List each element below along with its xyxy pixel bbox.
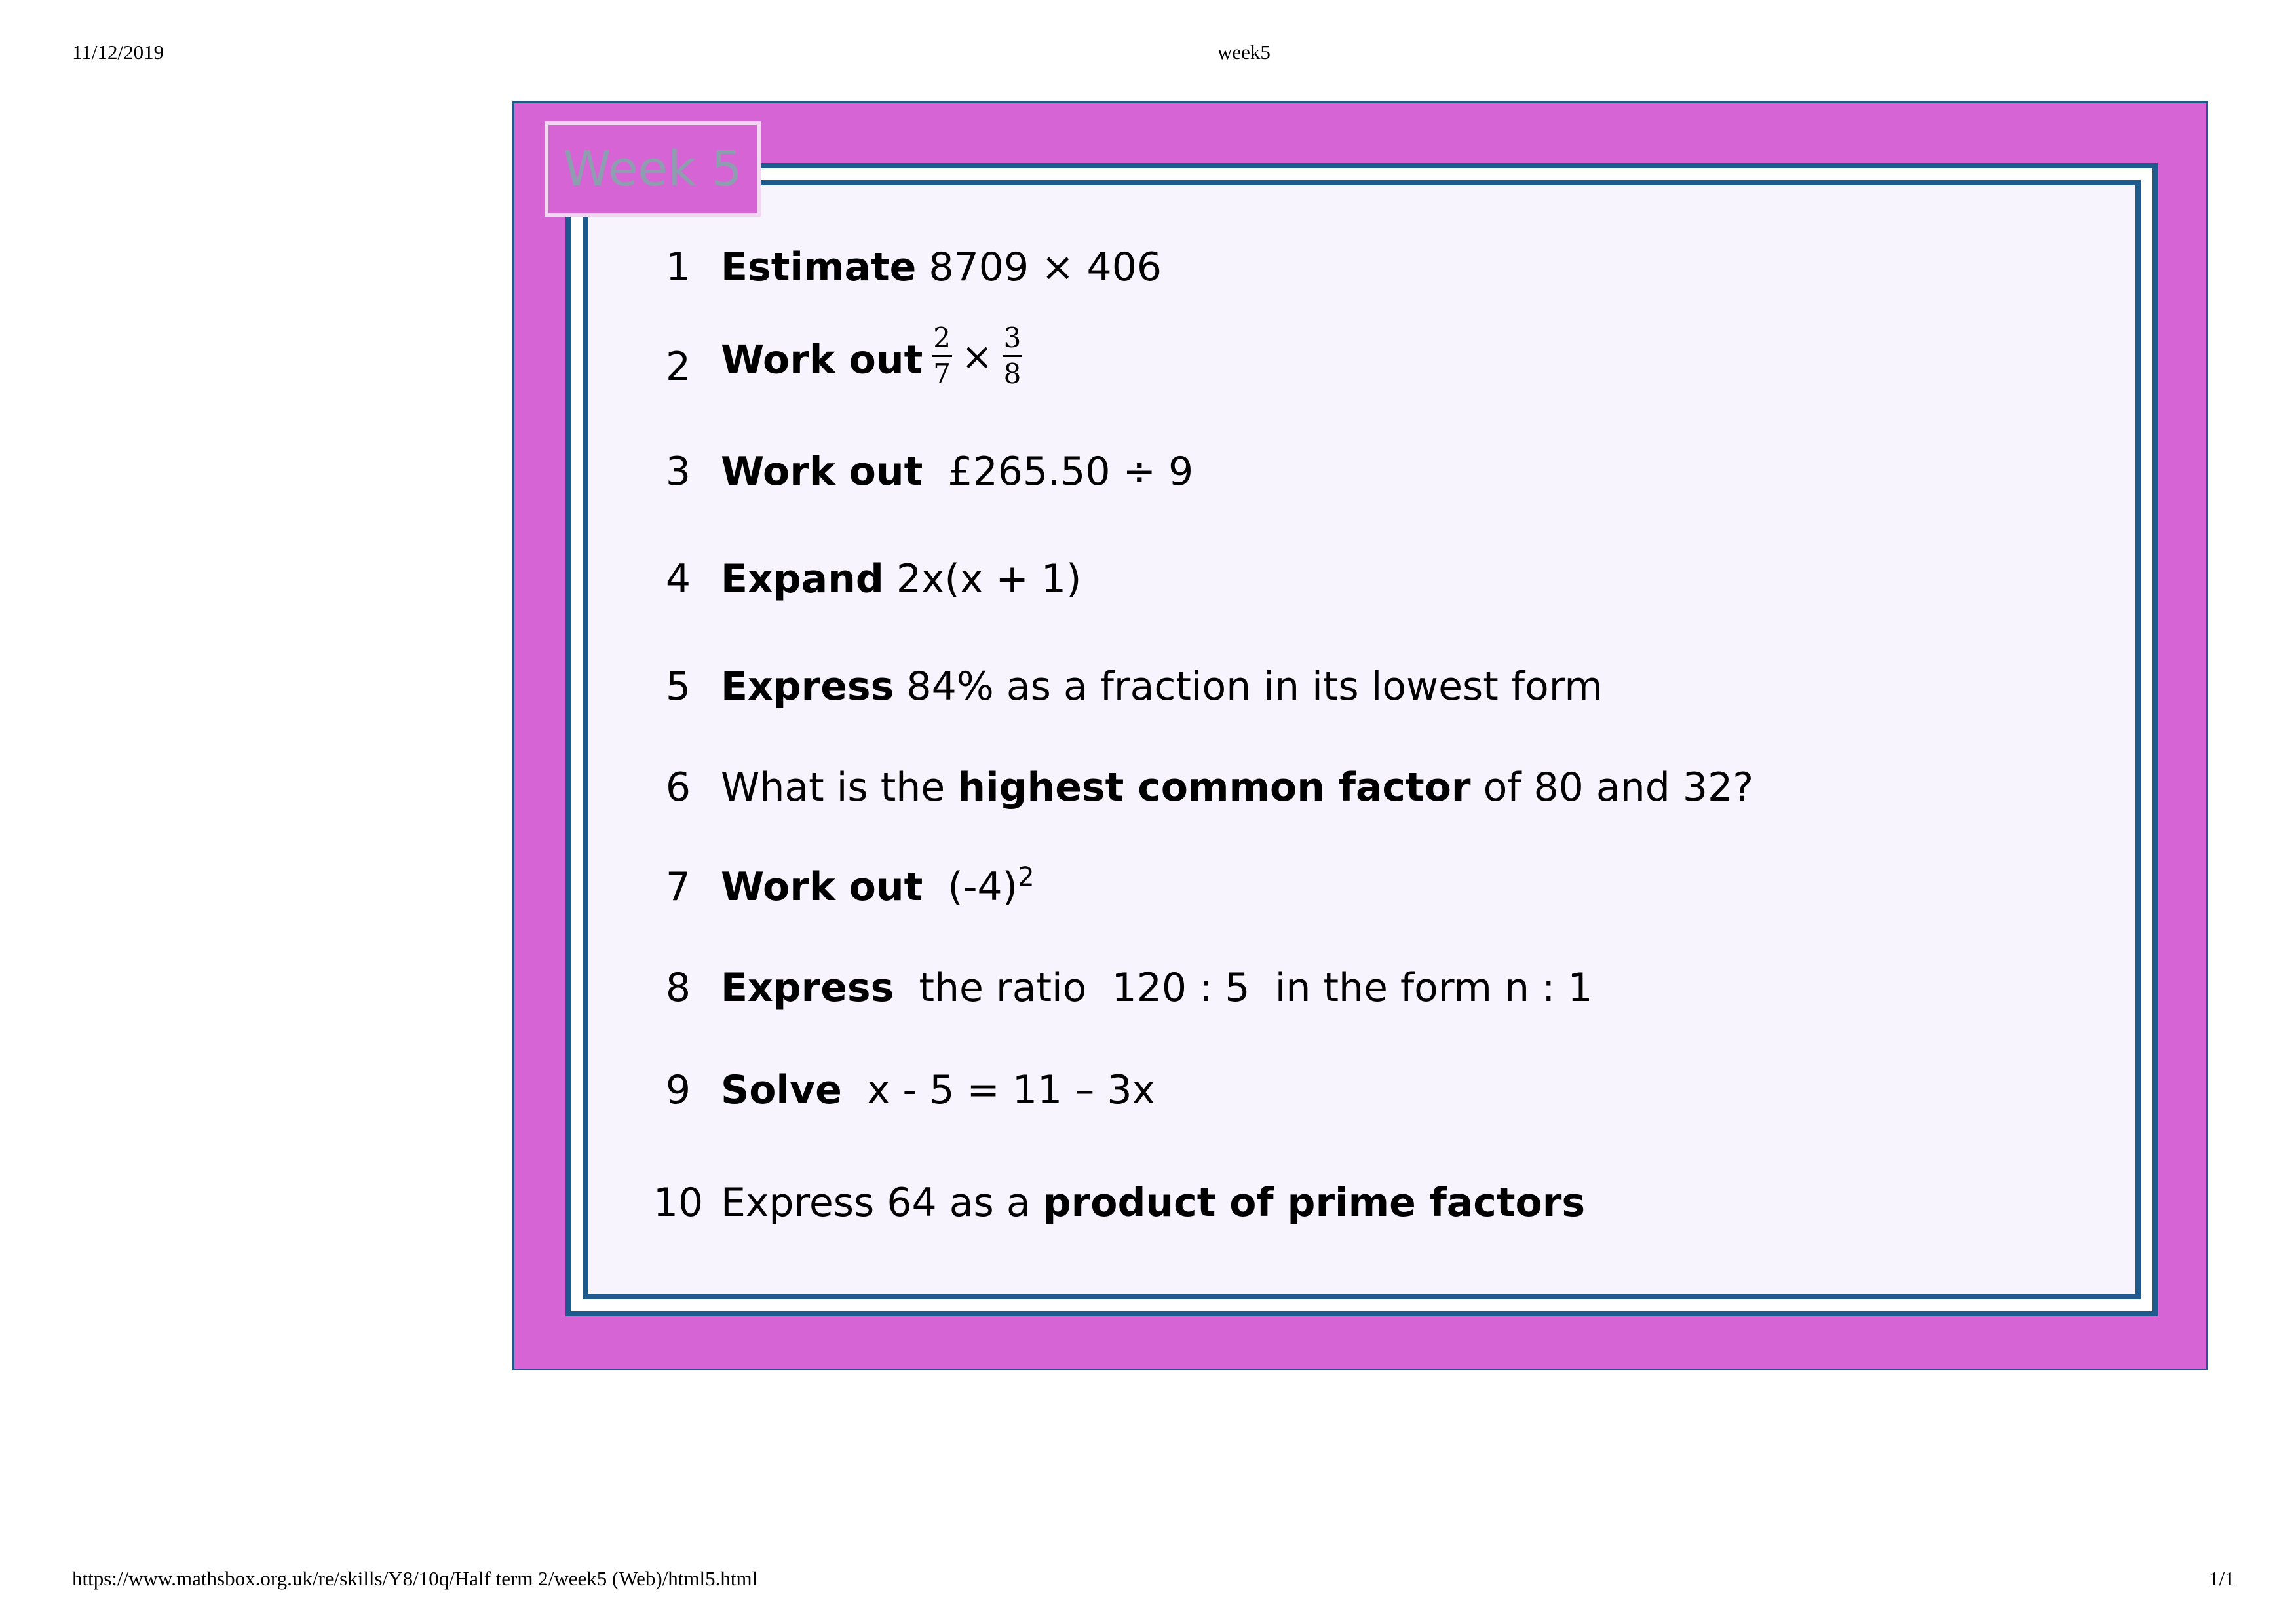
fraction (1003, 324, 1023, 388)
question-number: 7 (665, 864, 691, 910)
question-1 (629, 244, 1162, 290)
question-body: 2x(x + 1) (883, 556, 1082, 602)
question-text (721, 244, 1162, 290)
fraction-denominator: 7 (933, 358, 951, 390)
question-number: 2 (665, 344, 691, 390)
question-prefix: Express 64 as a (721, 1180, 1043, 1226)
question-5 (629, 664, 1603, 709)
question-7 (629, 862, 1035, 910)
question-number: 6 (665, 765, 691, 810)
question-text (721, 664, 1603, 709)
question-10 (629, 1180, 1586, 1226)
question-text (721, 965, 1593, 1011)
question-6 (629, 765, 1754, 810)
source-url: https://www.mathsbox.org.uk/re/skills/Y8/10q/Half term 2/week5 (Web)/html5.html (72, 1567, 758, 1590)
fraction-numerator: 2 (932, 324, 952, 357)
question-2 (629, 322, 1022, 390)
question-text (721, 1067, 1156, 1113)
page-number: 1/1 (2209, 1567, 2235, 1590)
question-keyword: Work out (721, 337, 923, 383)
question-3 (629, 449, 1194, 495)
question-keyword: Expand (721, 556, 884, 602)
question-keyword: Estimate (721, 244, 917, 290)
question-body: 8709 × 406 (916, 244, 1162, 290)
question-text (721, 322, 1031, 392)
question-text (721, 1180, 1586, 1226)
print-date: 11/12/2019 (72, 41, 164, 64)
question-keyword: Express (721, 664, 894, 709)
question-number: 10 (653, 1180, 704, 1226)
question-text (721, 449, 1194, 495)
question-text (721, 765, 1754, 810)
question-keyword: Work out (721, 864, 923, 910)
question-9 (629, 1067, 1156, 1113)
fraction-numerator: 3 (1003, 324, 1023, 357)
print-title: week5 (1217, 41, 1271, 64)
exponent: 2 (1018, 862, 1035, 892)
fraction-denominator: 8 (1003, 358, 1022, 390)
question-keyword: highest common factor (957, 765, 1471, 810)
question-number: 4 (665, 556, 691, 602)
question-text (721, 862, 1035, 910)
question-keyword: Express (721, 965, 894, 1011)
question-number: 8 (665, 965, 691, 1011)
question-keyword: Solve (721, 1067, 842, 1113)
question-text (721, 556, 1082, 602)
question-body: £265.50 ÷ 9 (923, 449, 1194, 495)
question-keyword: Work out (721, 449, 923, 495)
question-number: 3 (665, 449, 691, 495)
question-8 (629, 965, 1593, 1011)
question-body: the ratio 120 : 5 in the form n : 1 (894, 965, 1593, 1011)
question-number: 9 (665, 1067, 691, 1113)
question-body: (-4) (923, 864, 1018, 910)
question-4 (629, 556, 1082, 602)
fraction (932, 324, 952, 388)
week-title: Week 5 (545, 121, 761, 217)
question-prefix: What is the (721, 765, 958, 810)
question-number: 1 (665, 244, 691, 290)
question-keyword: product of prime factors (1043, 1180, 1586, 1226)
question-body: of 80 and 32? (1470, 765, 1754, 810)
question-body: x - 5 = 11 – 3x (841, 1067, 1156, 1113)
times-sign: × (961, 333, 993, 379)
question-body: 84% as a fraction in its lowest form (894, 664, 1603, 709)
question-number: 5 (665, 664, 691, 709)
